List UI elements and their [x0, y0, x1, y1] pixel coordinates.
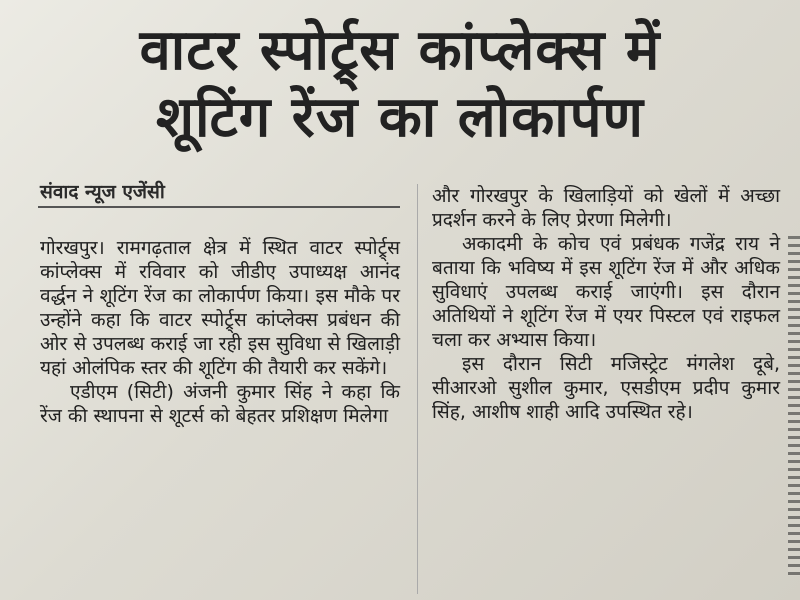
adjacent-column-edge [788, 236, 800, 576]
headline [0, 18, 800, 152]
headline-line-1: वाटर स्पोर्ट्र्स कांप्लेक्स में [139, 18, 661, 83]
article-paragraph: गोरखपुर। रामगढ़ताल क्षेत्र में स्थित वाटर स्पोर्ट्र्स कांप्लेक्स में रविवार को जीडीए उपाध्यक्ष आनंद वर्द्धन ने शूटिंग रेंज का लोकार्पण किया। इस मौके पर उन्होंने कहा कि वाटर स्पोर्ट्र्स कांप्लेक्स प्रबंधन की ओर से उपलब्ध कराई जा रही इस सुविधा से खिलाड़ी यहां ओलंपिक स्तर की शूटिंग की तैयारी कर सकेंगे। [40, 237, 400, 379]
article-column-left [40, 236, 400, 428]
headline-line-2: शूटिंग रेंज का लोकार्पण [155, 85, 645, 150]
byline: संवाद न्यूज एजेंसी [40, 181, 165, 203]
article-paragraph: अकादमी के कोच एवं प्रबंधक गजेंद्र राय ने बताया कि भविष्य में इस शूटिंग रेंज में और अधिक सुविधाएं उपलब्ध कराई जाएंगी। इस दौरान अतिथियों ने शूटिंग रेंज में एयर पिस्टल एवं राइफल चला कर अभ्यास किया। [432, 233, 780, 351]
article-paragraph: इस दौरान सिटी मजिस्ट्रेट मंगलेश दूबे, सीआरओ सुशील कुमार, एसडीएम प्रदीप कुमार सिंह, आशीष शाही आदि उपस्थित रहे। [432, 353, 780, 423]
article-column-right [432, 184, 780, 424]
column-divider [417, 184, 418, 594]
article-paragraph: एडीएम (सिटी) अंजनी कुमार सिंह ने कहा कि रेंज की स्थापना से शूटर्स को बेहतर प्रशिक्षण मिलेगा [40, 381, 400, 427]
article-paragraph: और गोरखपुर के खिलाड़ियों को खेलों में अच्छा प्रदर्शन करने के लिए प्रेरणा मिलेगी। [432, 185, 780, 231]
byline-rule [38, 206, 400, 208]
